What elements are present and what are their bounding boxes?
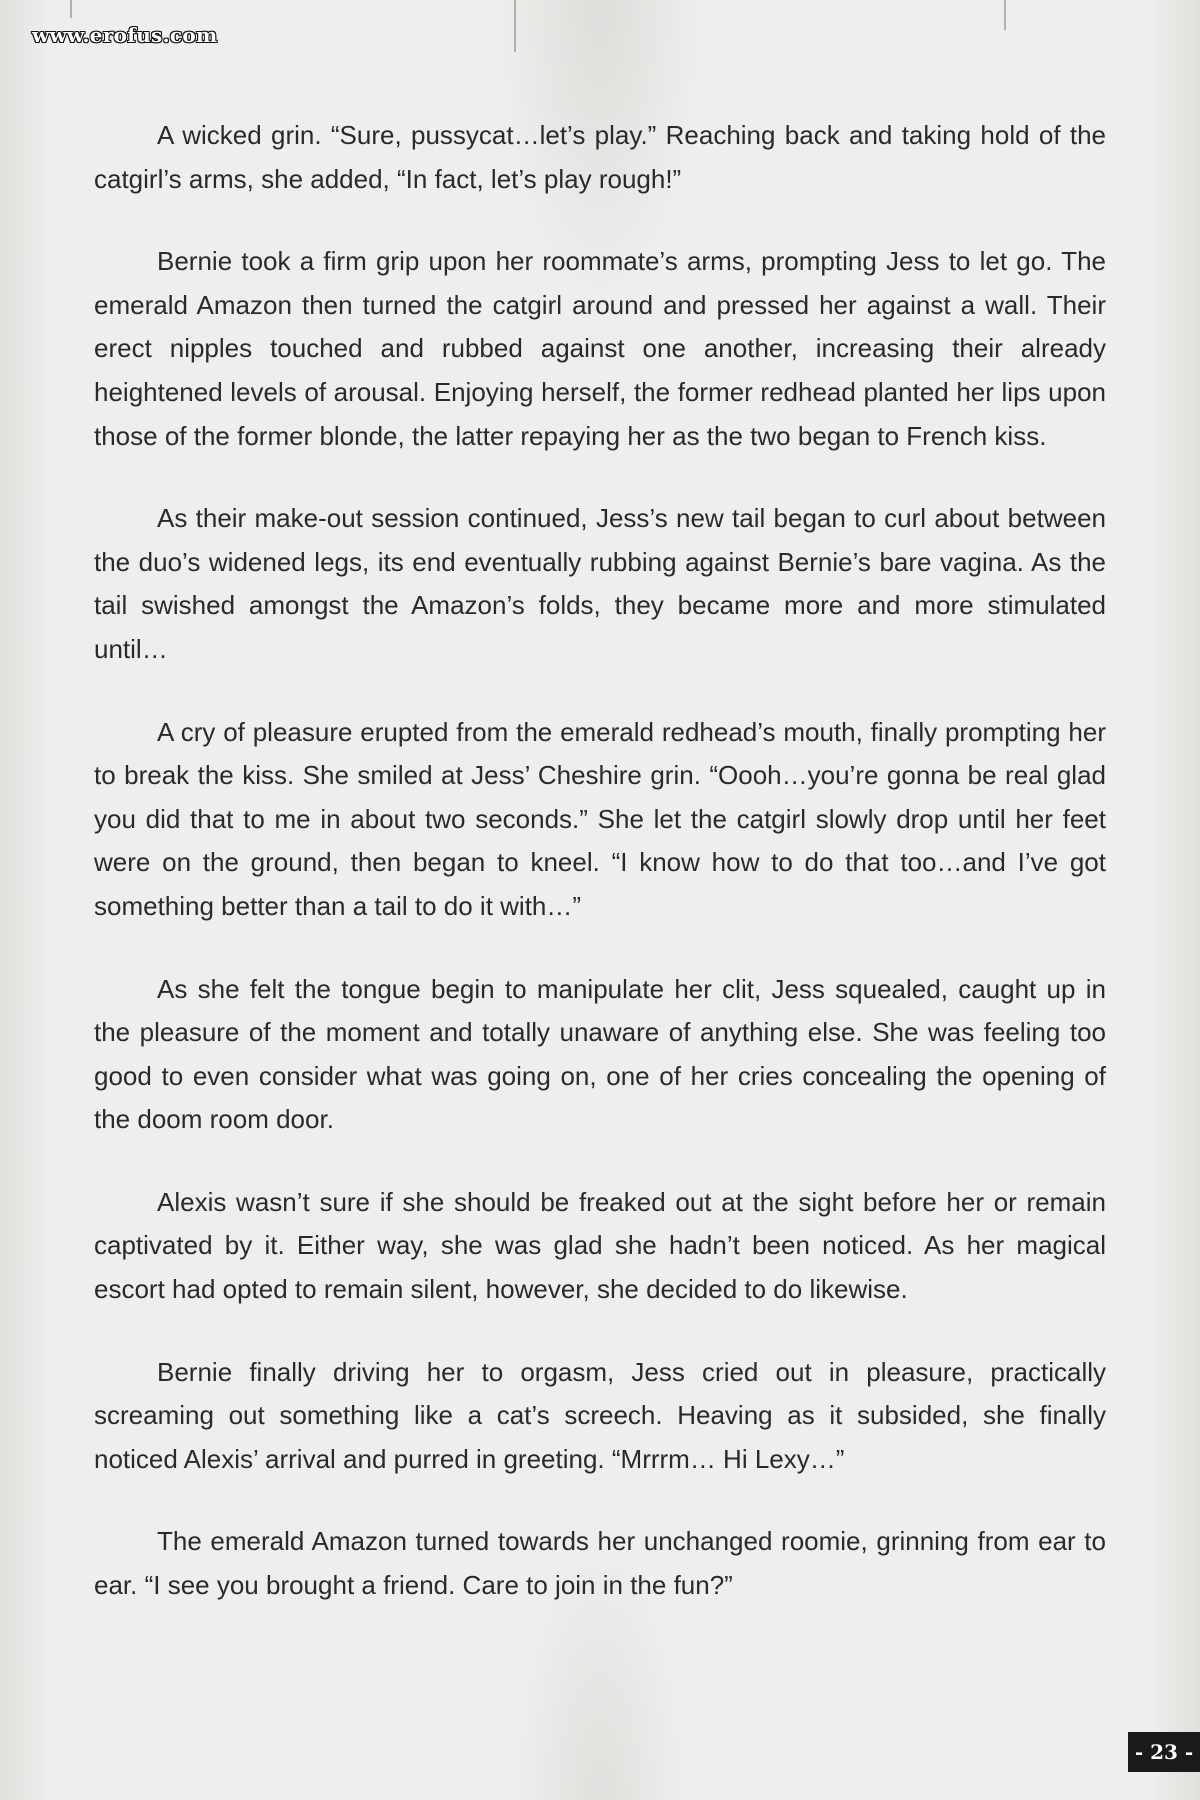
page-crease-mark xyxy=(514,0,516,52)
page-number: - 23 - xyxy=(1128,1732,1200,1772)
paragraph: As their make-out session continued, Jess’s new tail began to curl about between the duo’s widened legs, its end eventually rubbing against Bernie’s bare vagina. As the tail swished amongst the Amazon’s folds, they became more and more stimulated until… xyxy=(94,503,1106,664)
paragraph: A cry of pleasure erupted from the emerald redhead’s mouth, finally prompting her to break the kiss. She smiled at Jess’ Cheshire grin. “Oooh…you’re gonna be real glad you did that to me in about two seconds.” She let the catgirl slowly drop until her feet were on the ground, then began to kneel. “I know how to do that too…and I’ve got something better than a tail to do it with…” xyxy=(94,716,1106,921)
paragraph: Bernie finally driving her to orgasm, Jess cried out in pleasure, practically screaming out something like a cat’s screech. Heaving as it subsided, she finally noticed Alexis’ arrival and purred in greeting. “Mrrrm… Hi Lexy…” xyxy=(94,1356,1106,1474)
story-text xyxy=(94,114,1106,1647)
page-crease-mark xyxy=(1004,0,1006,30)
page-crease-mark xyxy=(70,0,72,18)
paragraph: Bernie took a firm grip upon her roommate’s arms, prompting Jess to let go. The emerald Amazon then turned the catgirl around and pressed her against a wall. Their erect nipples touched and rubbed against one another, increasing their already heightened levels of arousal. Enjoying herself, the former redhead planted her lips upon those of the former blonde, the latter repaying her as the two began to French kiss. xyxy=(94,246,1106,451)
site-watermark: www.erofus.com xyxy=(32,23,218,47)
paragraph: Alexis wasn’t sure if she should be freaked out at the sight before her or remain captivated by it. Either way, she was glad she hadn’t been noticed. As her magical escort had opted to remain silent, however, she decided to do likewise. xyxy=(94,1186,1106,1305)
paragraph: The emerald Amazon turned towards her unchanged roomie, grinning from ear to ear. “I see you brought a friend. Care to join in the fun?” xyxy=(94,1526,1106,1601)
paragraph: A wicked grin. “Sure, pussycat…let’s play.” Reaching back and taking hold of the catgirl’s arms, she added, “In fact, let’s play rough!” xyxy=(94,120,1106,194)
paragraph: As she felt the tongue begin to manipulate her clit, Jess squealed, caught up in the pleasure of the moment and totally unaware of anything else. She was feeling too good to even consider what was going on, one of her cries concealing the opening of the doom room door. xyxy=(94,973,1106,1135)
